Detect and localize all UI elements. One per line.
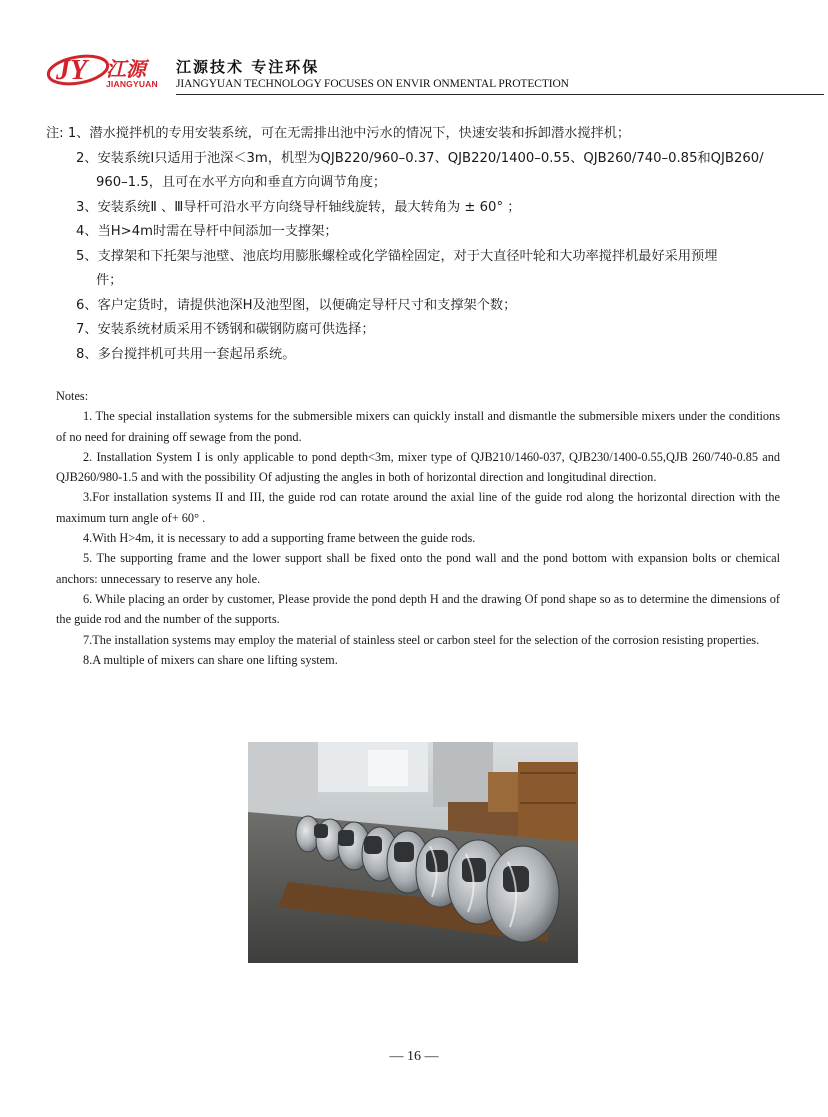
en-note-1: 1. The special installation systems for the submersible mixers can quickly install and dismantle the submersible mixers under the conditions of no need for draining off sewage from the pond. <box>56 409 780 444</box>
chinese-notes <box>46 122 786 367</box>
logo-cn-name: 江源 <box>106 57 146 81</box>
cn-note-5: 5、支撑架和下托架与池壁、池底均用膨胀螺栓或化学锚栓固定，对于大直径叶轮和大功率搅拌机最好采用预埋 <box>76 248 718 264</box>
en-note-4: 4.With H>4m, it is necessary to add a supporting frame between the guide rods. <box>83 531 476 546</box>
cn-note-7: 7、安装系统材质采用不锈钢和碳钢防腐可供选择； <box>76 322 375 337</box>
en-note-8: 8.A multiple of mixers can share one lifting system. <box>83 652 338 667</box>
en-note-2: 2. Installation System I is only applicable to pond depth<3m, mixer type of QJB210/1460-037, QJB230/1400-0.55,QJB 260/740-0.85 and QJB260/980-1.5 and with the possibility Of adjusting the angles in both of horizontal direction and longitudinal direction. <box>56 449 780 485</box>
logo-subtitle: JIANGYUAN <box>106 79 158 89</box>
cn-note-5-continued: 件； <box>96 273 123 288</box>
cn-note-2: 2、安装系统Ⅰ只适用于池深＜3m，机型为QJB220/960–0.37、QJB220/1400–0.55、QJB260/740–0.85和QJB260/ <box>76 150 764 166</box>
cn-note-8: 8、多台搅拌机可共用一套起吊系统。 <box>76 346 296 362</box>
header-divider <box>176 94 824 95</box>
cn-note-1: 注: 1、潜水搅拌机的专用安装系统，可在无需排出池中污水的情况下，快速安装和拆卸潜水搅拌机； <box>46 126 631 141</box>
en-note-7: 7.The installation systems may employ the material of stainless steel or carbon steel for the selection of the corrosion resisting properties. <box>83 632 760 647</box>
logo-mark: JY <box>56 55 88 86</box>
english-notes <box>56 386 780 670</box>
notes-title: Notes: <box>56 389 89 403</box>
cn-note-4: 4、当H>4m时需在导杆中间添加一支撑架； <box>76 224 338 239</box>
en-note-5: 5. The supporting frame and the lower support shall be fixed onto the pond wall and the pond bottom with expansion bolts or chemical anchors: unnecessary to reserve any hole. <box>56 551 780 586</box>
cn-note-6: 6、客户定货时，请提供池深H及池型图，以便确定导杆尺寸和支撑架个数； <box>76 297 517 313</box>
page-number: — 16 — <box>389 1049 439 1064</box>
mixers-photo <box>248 742 578 963</box>
tagline-chinese: 江源技术 专注环保 <box>176 58 320 76</box>
tagline-english: JIANGYUAN TECHNOLOGY FOCUSES ON ENVIR ONMENTAL PROTECTION <box>176 78 569 90</box>
en-note-6: 6. While placing an order by customer, Please provide the pond depth H and the drawing Of pond shape so as to determine the dimensions of the guide rod and the number of the supports. <box>56 591 780 627</box>
cn-note-3: 3、安装系统Ⅱ 、Ⅲ导杆可沿水平方向绕导杆轴线旋转，最大转角为 ± 60° ； <box>76 199 521 215</box>
jiangyuan-logo <box>46 50 176 94</box>
page-header <box>46 50 778 98</box>
cn-note-2-continued: 960–1.5，且可在水平方向和垂直方向调节角度； <box>96 175 387 190</box>
en-note-3: 3.For installation systems II and III, the guide rod can rotate around the axial line of the guide rod along the horizontal direction with the maximum turn angle of+ 60° . <box>56 490 780 525</box>
